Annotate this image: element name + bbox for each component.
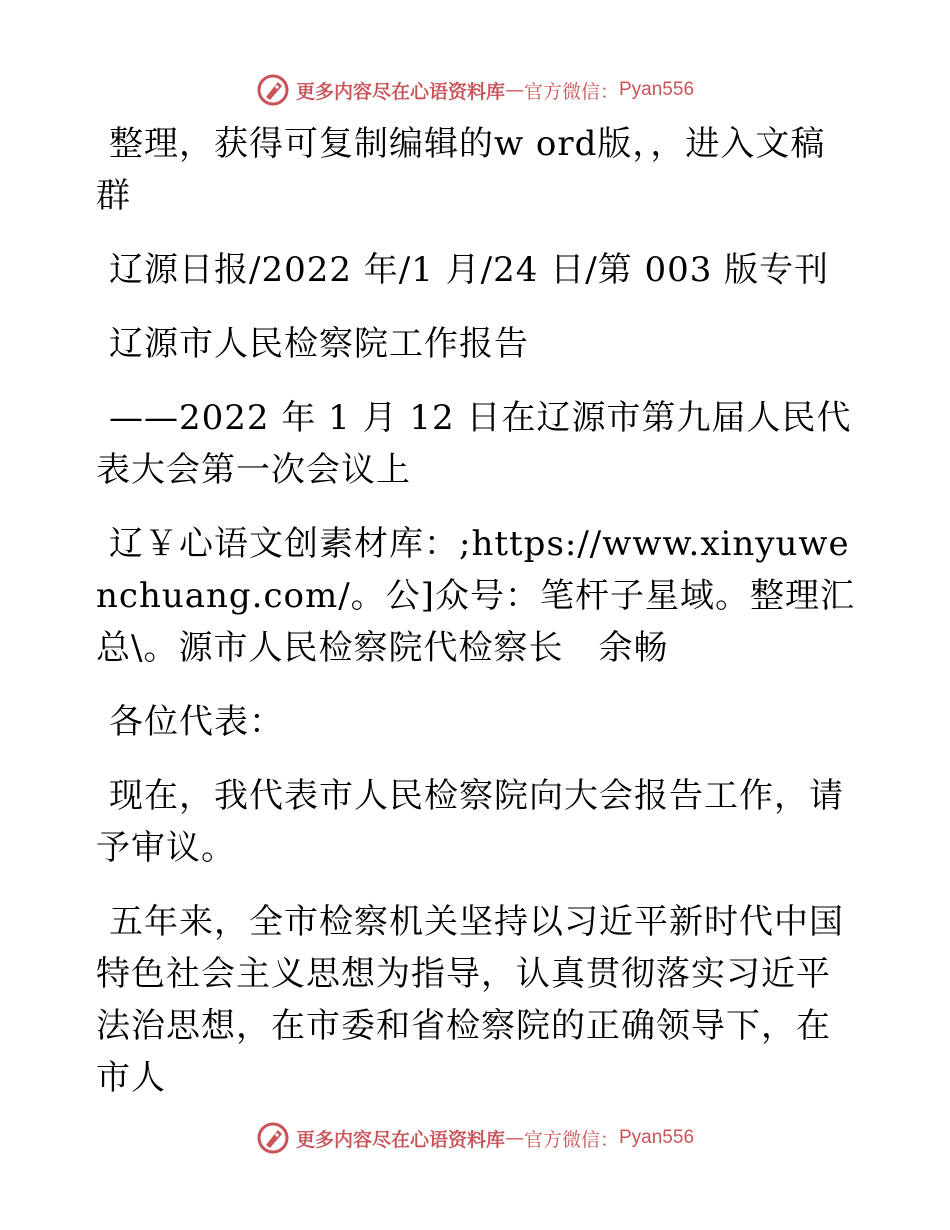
paragraph-3: 辽源市人民检察院工作报告 [109, 324, 529, 364]
wechat-id: Pyan556 [619, 79, 695, 100]
paragraph-8: 五年来，全市检察机关坚持以习近平新时代中国特色社会主义思想为指导，认真贯彻落实习近平法治思想，在市委和省检察院的正确领导下，在市人 [96, 902, 844, 1098]
paragraph-7: 现在，我代表市人民检察院向大会报告工作，请予审议。 [96, 776, 844, 868]
promo-text: 更多内容尽在心语资料库 [295, 1128, 505, 1151]
promo-text: 更多内容尽在心语资料库 [295, 80, 505, 103]
pen-nib-circle-icon [256, 73, 290, 107]
footer-banner [0, 1118, 950, 1158]
paragraph-1: 整理，获得可复制编辑的w ord版，，进入文稿群 [96, 124, 826, 216]
paragraph-6: 各位代表： [109, 702, 284, 742]
wechat-label: 官方微信： [523, 80, 619, 103]
pen-nib-circle-icon [256, 1121, 290, 1155]
banner-separator: — [504, 79, 524, 101]
paragraph-4: ——2022 年 1 月 12 日在辽源市第九届人民代表大会第一次会议上 [96, 398, 852, 490]
document-body [96, 118, 856, 1126]
header-banner [0, 70, 950, 110]
paragraph-5: 辽￥心语文创素材库：;https://www.xinyuwenchuang.com/。公]众号：笔杆子星域。整理汇总\。源市人民检察院代检察长 余畅 [96, 524, 855, 668]
wechat-id: Pyan556 [619, 1127, 695, 1148]
paragraph-2: 辽源日报/2022 年/1 月/24 日/第 003 版专刊 [109, 250, 830, 290]
wechat-label: 官方微信： [523, 1128, 619, 1151]
banner-separator: — [504, 1127, 524, 1149]
